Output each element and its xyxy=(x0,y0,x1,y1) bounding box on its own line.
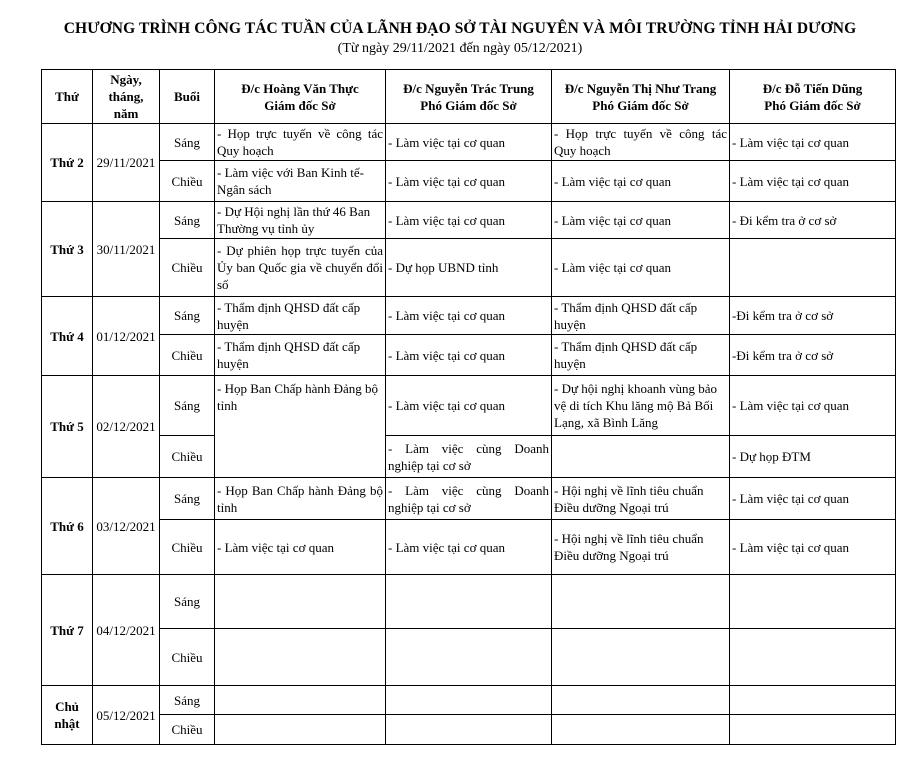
session-morning: Sáng xyxy=(160,376,215,436)
date-cell: 01/12/2021 xyxy=(93,297,160,376)
schedule-cell: - Làm việc tại cơ quan xyxy=(386,297,552,335)
person-3-name: Đ/c Nguyễn Thị Như Trang xyxy=(564,80,717,96)
person-4-name: Đ/c Đỗ Tiến Dũng xyxy=(762,80,863,96)
session-afternoon: Chiều xyxy=(160,436,215,478)
session-morning: Sáng xyxy=(160,575,215,629)
schedule-cell: - Làm việc tại cơ quan xyxy=(386,161,552,202)
day-label: Thứ 6 xyxy=(42,478,93,575)
table-row xyxy=(42,335,896,376)
schedule-cell xyxy=(215,575,386,629)
schedule-cell xyxy=(386,715,552,745)
schedule-cell: - Thẩm định QHSD đất cấp huyện xyxy=(215,335,386,376)
header-buoi: Buổi xyxy=(160,70,215,124)
day-label: Thứ 5 xyxy=(42,376,93,478)
table-row xyxy=(42,161,896,202)
session-afternoon: Chiều xyxy=(160,335,215,376)
person-3-role: Phó Giám đốc Sở xyxy=(592,97,689,113)
document-subtitle: (Từ ngày 29/11/2021 đến ngày 05/12/2021) xyxy=(337,41,583,56)
schedule-cell: - Làm việc tại cơ quan xyxy=(386,335,552,376)
header-person-3 xyxy=(552,70,730,124)
schedule-cell xyxy=(552,575,730,629)
schedule-cell: - Hội nghị về lĩnh tiêu chuẩn Điều dưỡng Ngoại trú xyxy=(552,520,730,575)
schedule-cell: - Làm việc tại cơ quan xyxy=(730,520,896,575)
schedule-cell: - Làm việc tại cơ quan xyxy=(730,478,896,520)
date-cell: 04/12/2021 xyxy=(93,575,160,686)
schedule-cell: - Làm việc tại cơ quan xyxy=(730,124,896,161)
header-person-4 xyxy=(730,70,896,124)
session-morning: Sáng xyxy=(160,297,215,335)
schedule-cell: - Làm việc tại cơ quan xyxy=(386,376,552,436)
schedule-cell: - Làm việc cùng Doanh nghiệp tại cơ sở xyxy=(386,478,552,520)
schedule-cell xyxy=(215,629,386,686)
schedule-table xyxy=(41,69,896,745)
schedule-cell: - Làm việc tại cơ quan xyxy=(552,161,730,202)
schedule-cell xyxy=(386,575,552,629)
date-cell: 03/12/2021 xyxy=(93,478,160,575)
session-morning: Sáng xyxy=(160,202,215,239)
table-row xyxy=(42,202,896,239)
header-ngay: Ngày, tháng, năm xyxy=(93,70,160,124)
schedule-cell: - Thẩm định QHSD đất cấp huyện xyxy=(552,335,730,376)
header-row xyxy=(42,70,896,124)
day-label: Thứ 2 xyxy=(42,124,93,202)
date-cell: 30/11/2021 xyxy=(93,202,160,297)
schedule-cell xyxy=(730,629,896,686)
schedule-cell xyxy=(552,629,730,686)
schedule-cell: - Dự Hội nghị lần thứ 46 Ban Thường vụ tỉnh ủy xyxy=(215,202,386,239)
schedule-cell: - Làm việc với Ban Kinh tế- Ngân sách xyxy=(215,161,386,202)
schedule-cell: - Đi kểm tra ở cơ sở xyxy=(730,202,896,239)
schedule-cell: - Họp Ban Chấp hành Đảng bộ tỉnh xyxy=(215,478,386,520)
schedule-cell: - Làm việc cùng Doanh nghiệp tại cơ sở xyxy=(386,436,552,478)
session-morning: Sáng xyxy=(160,124,215,161)
header-thu: Thứ xyxy=(42,70,93,124)
day-label: Thứ 3 xyxy=(42,202,93,297)
schedule-cell: - Làm việc tại cơ quan xyxy=(386,124,552,161)
day-label: Chủ nhật xyxy=(42,686,93,745)
header-person-2 xyxy=(386,70,552,124)
schedule-cell: - Dự hội nghị khoanh vùng bảo vệ di tích Khu lăng mộ Bả Bối Lạng, xã Bình Lăng xyxy=(552,376,730,436)
date-cell: 02/12/2021 xyxy=(93,376,160,478)
table-row xyxy=(42,686,896,715)
schedule-cell: - Thẩm định QHSD đất cấp huyện xyxy=(215,297,386,335)
person-4-role: Phó Giám đốc Sở xyxy=(764,97,861,113)
date-cell: 05/12/2021 xyxy=(93,686,160,745)
schedule-cell xyxy=(552,715,730,745)
schedule-cell xyxy=(730,715,896,745)
schedule-cell: -Đi kểm tra ở cơ sở xyxy=(730,335,896,376)
table-row xyxy=(42,239,896,297)
schedule-cell: - Dự họp UBND tỉnh xyxy=(386,239,552,297)
schedule-cell: - Làm việc tại cơ quan xyxy=(730,376,896,436)
schedule-cell: - Làm việc tại cơ quan xyxy=(552,239,730,297)
session-morning: Sáng xyxy=(160,478,215,520)
header-person-1 xyxy=(215,70,386,124)
schedule-cell: - Họp trực tuyến về công tác Quy hoạch xyxy=(215,124,386,161)
person-2-name: Đ/c Nguyễn Trác Trung xyxy=(403,80,534,96)
table-row xyxy=(42,575,896,629)
table-row xyxy=(42,376,896,436)
schedule-cell xyxy=(552,686,730,715)
schedule-cell: - Làm việc tại cơ quan xyxy=(552,202,730,239)
session-afternoon: Chiều xyxy=(160,715,215,745)
session-morning: Sáng xyxy=(160,686,215,715)
schedule-cell xyxy=(215,715,386,745)
schedule-cell xyxy=(730,239,896,297)
schedule-cell xyxy=(386,629,552,686)
schedule-cell: - Thẩm định QHSD đất cấp huyện xyxy=(552,297,730,335)
table-row xyxy=(42,478,896,520)
session-afternoon: Chiều xyxy=(160,629,215,686)
schedule-cell: - Họp Ban Chấp hành Đảng bộ tỉnh xyxy=(215,376,386,478)
session-afternoon: Chiều xyxy=(160,239,215,297)
schedule-cell xyxy=(730,575,896,629)
table-row xyxy=(42,520,896,575)
person-2-role: Phó Giám đốc Sở xyxy=(420,97,517,113)
document-title: CHƯƠNG TRÌNH CÔNG TÁC TUẦN CỦA LÃNH ĐẠO SỞ TÀI NGUYÊN VÀ MÔI TRƯỜNG TỈNH HẢI DƯƠNG xyxy=(63,20,857,37)
person-1-name: Đ/c Hoàng Văn Thực xyxy=(241,80,359,96)
session-afternoon: Chiều xyxy=(160,161,215,202)
schedule-cell: - Dự phiên họp trực tuyến của Ủy ban Quốc gia về chuyển đổi số xyxy=(215,239,386,297)
table-row xyxy=(42,124,896,161)
schedule-cell: - Làm việc tại cơ quan xyxy=(215,520,386,575)
schedule-cell: - Làm việc tại cơ quan xyxy=(730,161,896,202)
schedule-cell: - Hội nghị về lĩnh tiêu chuẩn Điều dưỡng Ngoại trú xyxy=(552,478,730,520)
table-row xyxy=(42,436,896,478)
date-cell: 29/11/2021 xyxy=(93,124,160,202)
schedule-cell xyxy=(386,686,552,715)
schedule-cell: - Dự họp ĐTM xyxy=(730,436,896,478)
table-row xyxy=(42,715,896,745)
schedule-cell xyxy=(215,686,386,715)
table-row xyxy=(42,629,896,686)
table-row xyxy=(42,297,896,335)
schedule-cell: - Làm việc tại cơ quan xyxy=(386,520,552,575)
schedule-cell xyxy=(730,686,896,715)
day-label: Thứ 7 xyxy=(42,575,93,686)
schedule-cell xyxy=(552,436,730,478)
day-label: Thứ 4 xyxy=(42,297,93,376)
schedule-cell: - Họp trực tuyến về công tác Quy hoạch xyxy=(552,124,730,161)
schedule-cell: - Làm việc tại cơ quan xyxy=(386,202,552,239)
session-afternoon: Chiều xyxy=(160,520,215,575)
schedule-cell: -Đi kểm tra ở cơ sở xyxy=(730,297,896,335)
person-1-role: Giám đốc Sở xyxy=(264,97,336,113)
